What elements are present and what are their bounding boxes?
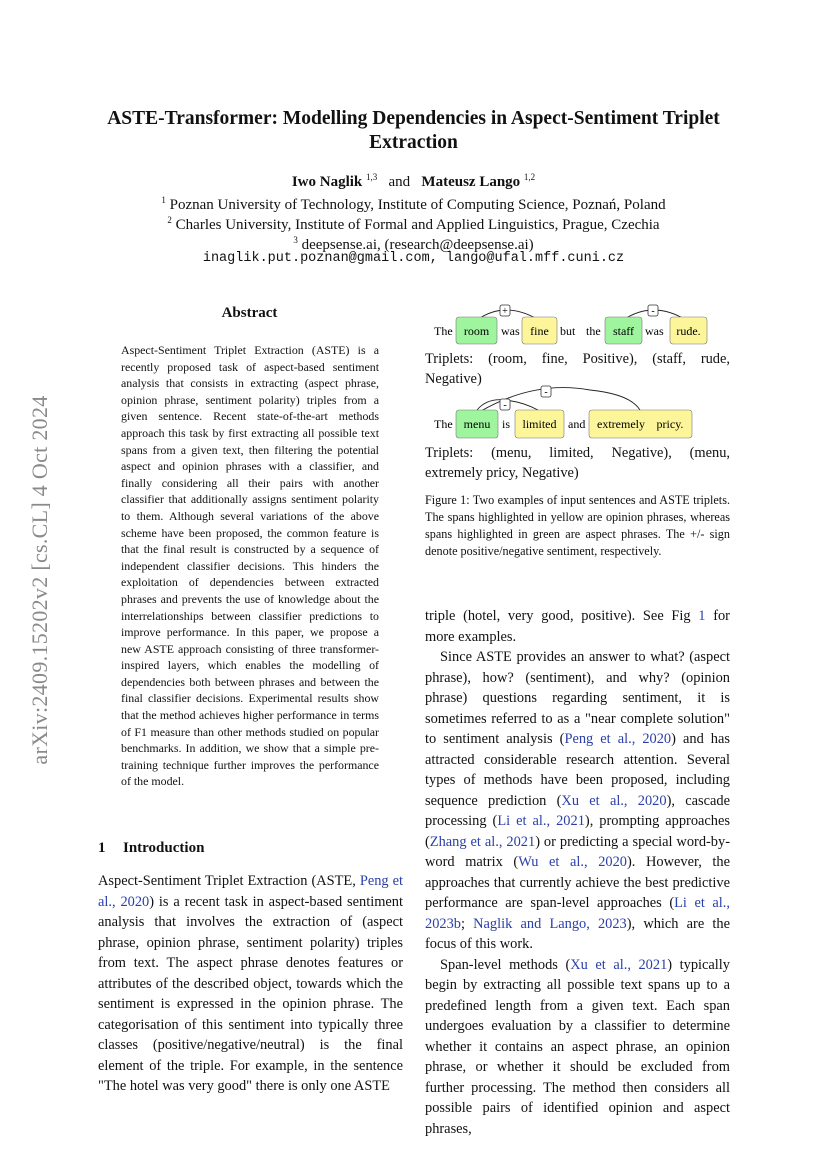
svg-text:+: +: [502, 306, 508, 317]
citation-link[interactable]: Naglik and Lango, 2023: [473, 915, 627, 932]
abstract-heading: Abstract: [221, 305, 278, 321]
svg-text:-: -: [651, 306, 655, 317]
paragraph-2: Since ASTE provides an answer to what? (aspect phrase), how? (sentiment), and why? (opinion phrase) questions regarding sentiment, it is sometimes referred to as a "near complete solution" to sentiment analysis (Peng et al., 2020) and has attracted considerable research attention. Several types of methods have been proposed, including sequence prediction (Xu et al., 2020), cascade processing (Li et al., 2021), prompting approaches (Zhang et al., 2021) or predicting a special word-by-word matrix (Wu et al., 2020). However, the approaches that currently achieve the best predictive performance are span-level approaches (Li et al., 2023b; Naglik and Lango, 2023), which are the focus of this work.: [425, 649, 730, 952]
svg-text:rude.: rude.: [676, 324, 701, 338]
opinion-span-limited: [515, 410, 564, 438]
word-the-2: the: [586, 324, 601, 338]
svg-text:extremely: extremely: [597, 417, 645, 431]
author-2: Mateusz Lango: [421, 174, 521, 190]
svg-text:-: -: [544, 387, 548, 398]
citation-link[interactable]: Xu et al., 2021: [570, 956, 668, 973]
plus-sign-badge: [500, 305, 510, 317]
citation-link[interactable]: Xu et al., 2020: [561, 792, 667, 809]
section-heading-introduction: 1 Introduction: [98, 840, 205, 856]
paragraph-1: triple (hotel, very good, positive). See Fig 1 for more examples.: [425, 608, 730, 645]
svg-text:fine: fine: [530, 324, 549, 338]
svg-text:staff: staff: [612, 324, 635, 338]
citation-link[interactable]: Peng et al., 2020: [98, 873, 403, 910]
affiliation-1: $^1$ Poznan University of Technology, Institute of Computing Science, Poznań, Poland: [161, 195, 666, 213]
figure-1-caption: Figure 1: Two examples of input sentences and ASTE triplets. The spans highlighted in yellow are opinion phrases, whereas spans highlighted in green are aspect phrases. The +/- sign denote positive/negative sentiment, respectively.: [425, 493, 730, 558]
figure-1-example-1: [425, 300, 735, 350]
affiliation-2: $^2$ Charles University, Institute of Formal and Applied Linguistics, Prague, Czechia: [167, 215, 660, 233]
figure-ref-link[interactable]: 1: [698, 608, 706, 624]
minus-sign-badge-2: [541, 386, 551, 398]
svg-text:-: -: [503, 400, 507, 411]
word-and: and: [568, 417, 586, 431]
svg-text:menu: menu: [463, 417, 491, 431]
intro-paragraph: Aspect-Sentiment Triplet Extraction (ASTE, Peng et al., 2020) is a recent task in aspect-based sentiment analysis that involves the extraction of (aspect phrase, opinion phrase, sentiment polarity) triples from text. The aspect phrase denotes features or attributes of the described object, towards which the sentiment is expressed in the opinion phrase. The categorisation of this sentiment into typically three classes (positive/negative/neutral) is the final element of the triple. For example, in the sentence "The hotel was very good" there is only one ASTE: [98, 873, 404, 1094]
author-emails: inaglik.put.poznan@gmail.com, lango@ufal.mff.cuni.cz: [202, 251, 625, 266]
paper-title: ASTE-Transformer: Modelling Dependencies in Aspect-Sentiment Triplet Extraction: [107, 108, 720, 153]
right-column-text: [425, 606, 730, 1139]
aspect-span-staff: [605, 317, 642, 344]
citation-link[interactable]: Wu et al., 2020: [518, 854, 628, 870]
arxiv-side-label: [20, 370, 60, 790]
minus-sign-badge-1: [500, 399, 510, 411]
opinion-span-rude: [670, 317, 707, 344]
citation-link[interactable]: Li et al., 2021: [497, 813, 585, 829]
citation-link[interactable]: Zhang et al., 2021: [429, 833, 536, 850]
word-was: was: [501, 324, 520, 338]
aspect-span-room: [456, 317, 497, 344]
minus-sign-badge: [648, 305, 658, 317]
word-was-2: was: [645, 324, 664, 338]
word-the-3: The: [434, 417, 453, 431]
svg-text:limited: limited: [522, 417, 557, 431]
opinion-span-extremely-pricy: [589, 410, 692, 438]
authors: Iwo Naglik $^{1,3}$ and Mateusz Lango $^{1,2}$: [291, 172, 536, 190]
abstract-body: Aspect-Sentiment Triplet Extraction (ASTE) is a recently proposed task of aspect-based sentiment analysis that consists in extracting (aspect phrase, opinion phrase, sentiment polarity) triples from a given sentence. Recent state-of-the-art methods approach this task by first extracting all possible text spans from a given text, then filtering the potential aspect and opinion phrases with a classifier, and finally considering all their pairs with another classifier that additionally assigns sentiment polarity to them. Although several variations of the above scheme have been proposed, the common feature is that the final result is constructed by a sequence of independent classifier decisions. This hinders the exploitation of dependencies between extracted phrases and prevents the use of knowledge about the interrelationships between classifier predictions to improve performance. In this paper, we propose a new ASTE approach consisting of three transformer-inspired layers, which enables the modelling of dependencies both between phrases and between the final classifier decisions. Experimental results show that the method achieves higher performance in terms of F1 measure than other methods studied on popular benchmarks. In addition, we show that a simple pre-training technique further improves the performance of the model.: [121, 343, 379, 789]
paragraph-3: Span-level methods (Xu et al., 2021) typically begin by extracting all possible text spans up to a predefined length from a given text. Each span undergoes evaluation by a classifier to determine whether it contains an aspect phrase, an opinion phrase, or whether it should be excluded from further processing. The method then considers all possible pairs of identified opinion and aspect phrases,: [425, 956, 730, 1137]
aspect-span-menu: [456, 410, 498, 438]
arxiv-id: arXiv:2409.15202v2 [cs.CL] 4 Oct 2024: [27, 395, 52, 765]
word-the: The: [434, 324, 453, 338]
affiliation-3: $^3$ deepsense.ai, (research@deepsense.ai): [293, 235, 534, 253]
triplets-example-2: Triplets: (menu, limited, Negative), (menu, extremely pricy, Negative): [425, 445, 730, 481]
svg-text:pricy.: pricy.: [656, 417, 684, 431]
word-is: is: [502, 417, 511, 431]
svg-text:room: room: [463, 324, 490, 338]
citation-link[interactable]: Peng et al., 2020: [564, 731, 672, 747]
triplets-example-1: Triplets: (room, fine, Positive), (staff, rude, Negative): [425, 351, 730, 387]
word-but: but: [560, 324, 576, 338]
author-1: Iwo Naglik: [291, 174, 363, 190]
opinion-span-fine: [522, 317, 557, 344]
citation-link[interactable]: Li et al., 2023b: [425, 895, 730, 932]
figure-1-example-2: [425, 384, 735, 440]
